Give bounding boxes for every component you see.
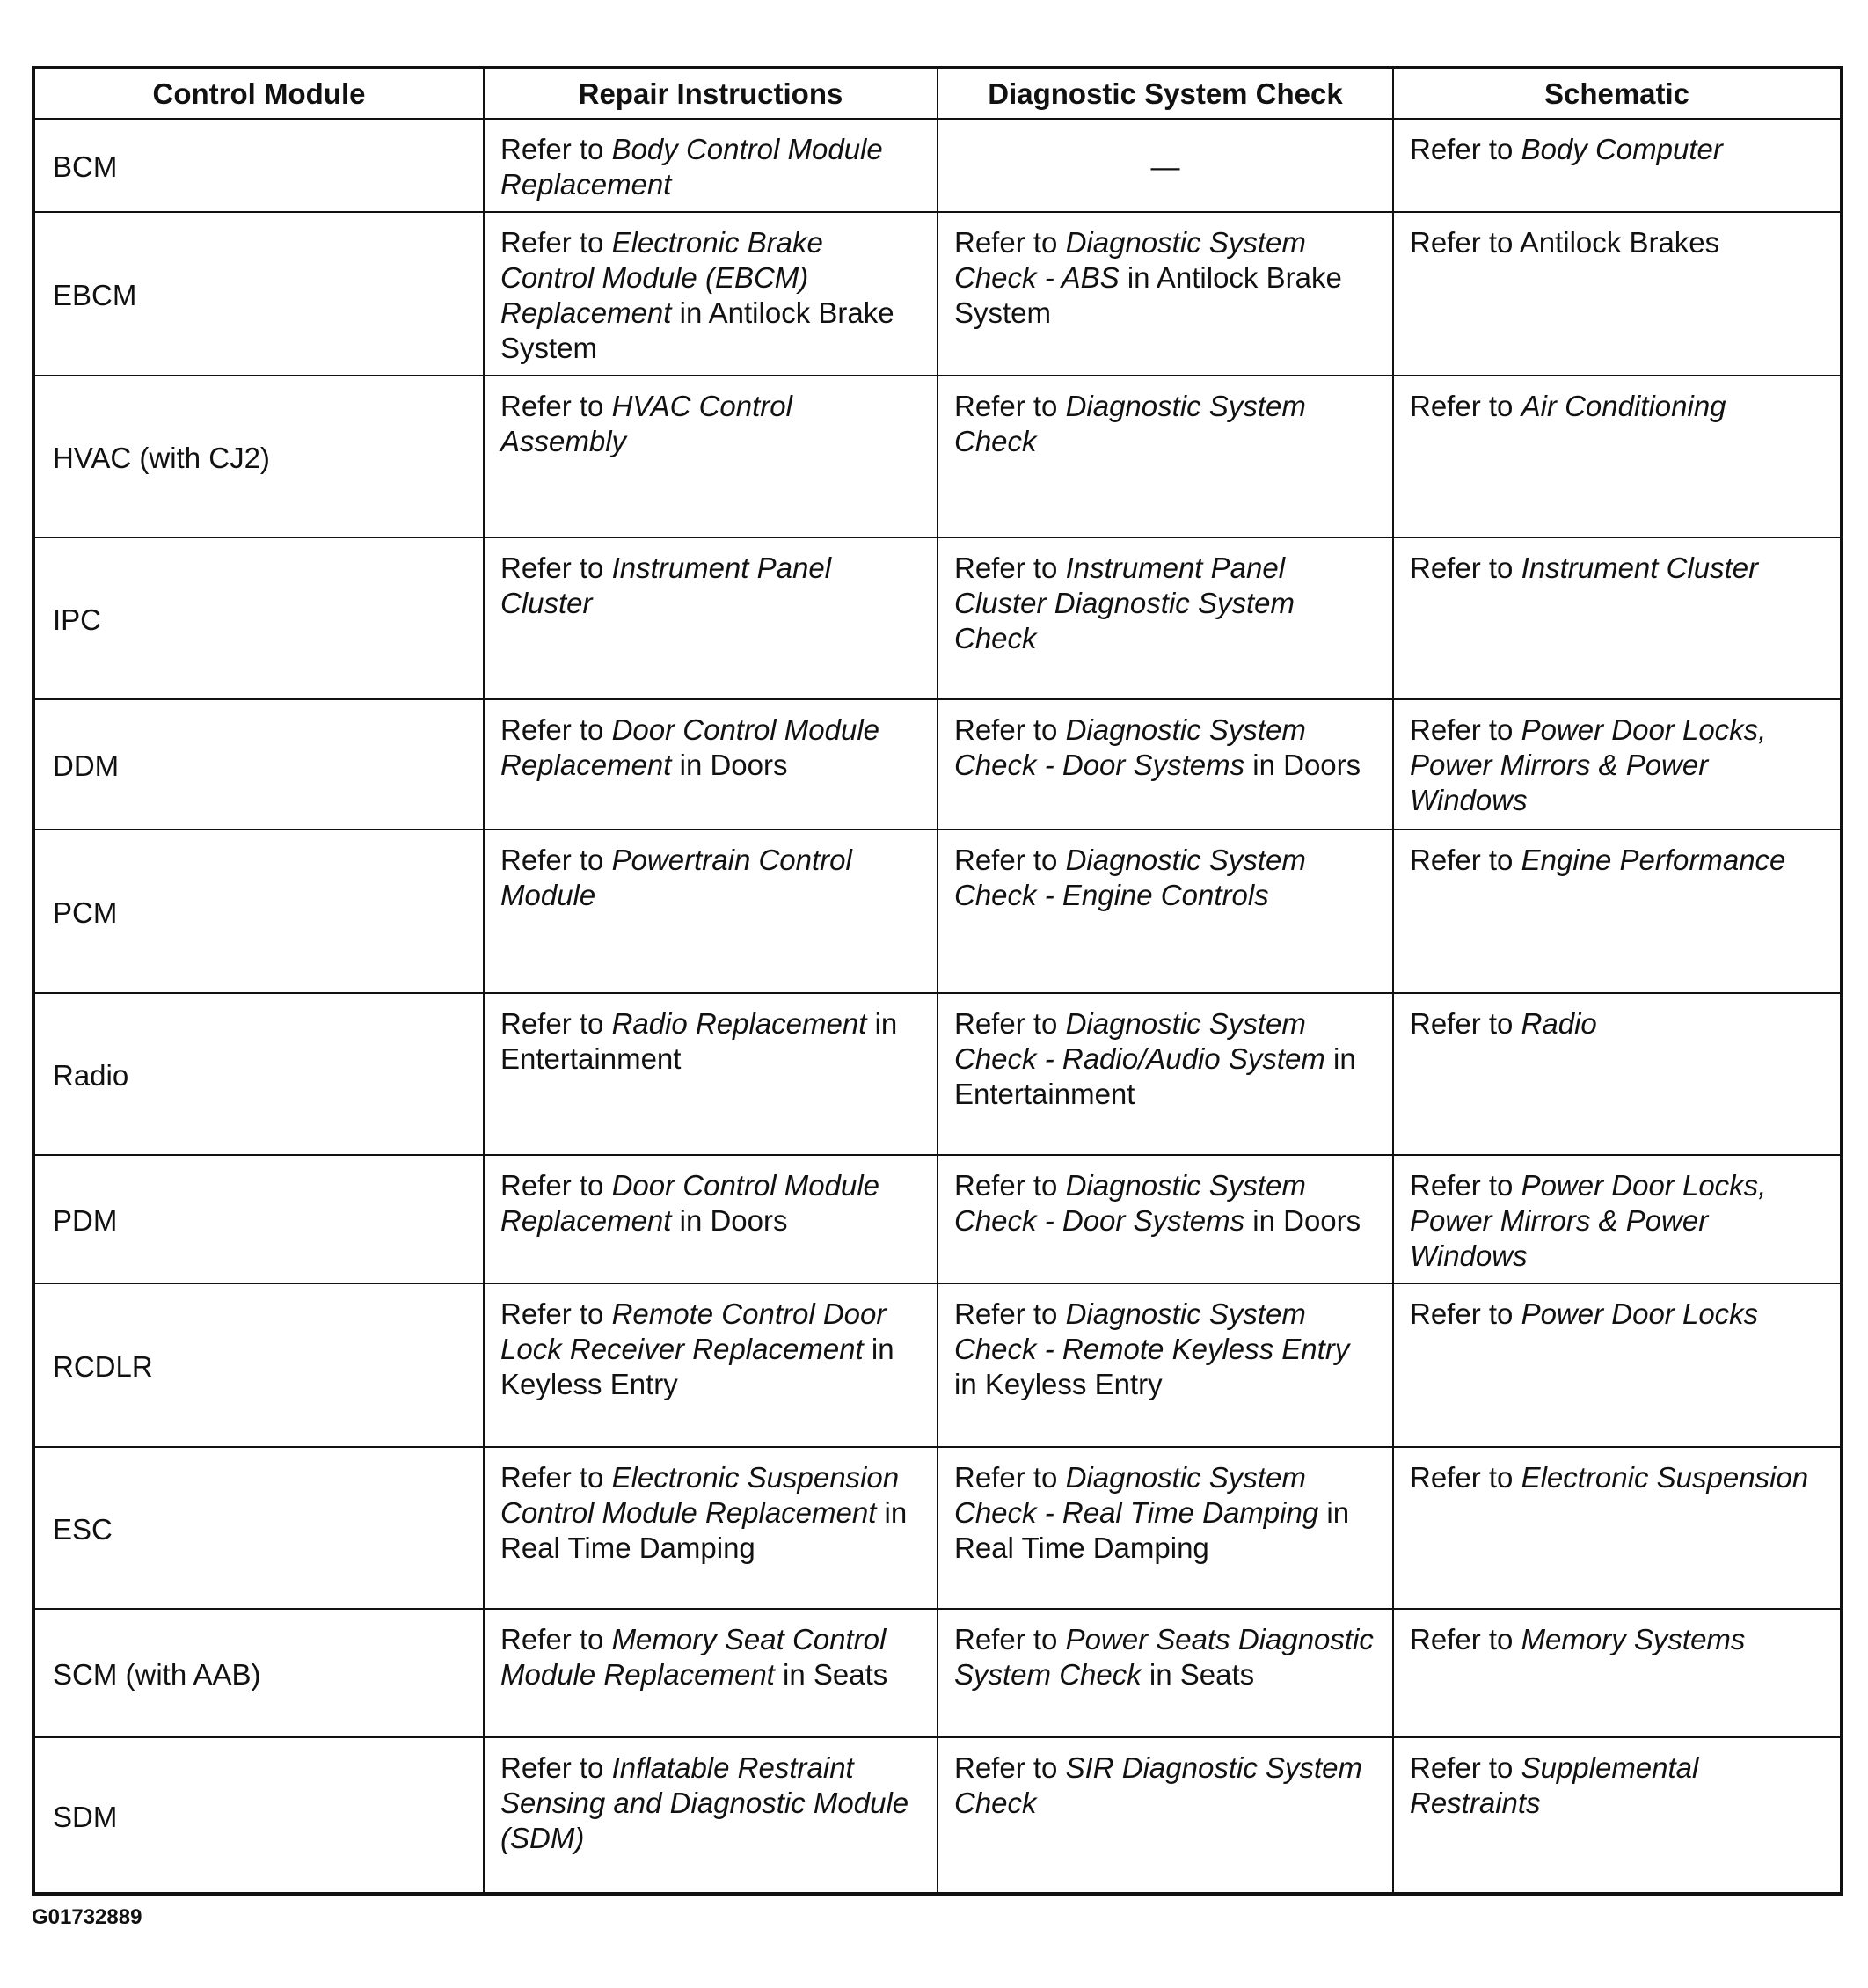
cell-diagnostic-system-check [938,1283,1393,1447]
cell-repair-instructions [484,537,938,699]
cell-repair-instructions [484,212,938,376]
reference-text: Refer to [954,1297,1066,1330]
reference-text: Refer to [954,1461,1066,1494]
reference-text: Refer to [1410,1623,1521,1655]
reference-text: Refer to [500,1751,612,1784]
reference-title: Instrument Cluster [1521,552,1759,584]
reference-title: Diagnostic System Check - Door Systems [954,1169,1306,1237]
reference-title: Body Computer [1521,133,1723,165]
table-row [33,699,1842,830]
header-row [33,68,1842,119]
table-row [33,1609,1842,1737]
cell-schematic [1393,212,1842,376]
reference-title: Door Control Module Replacement [500,713,880,781]
header-diagnostic-system-check: Diagnostic System Check [938,68,1393,119]
reference-text: Refer to [500,1169,612,1202]
reference-title: Power Door Locks [1521,1297,1759,1330]
cell-diagnostic-system-check [938,993,1393,1155]
reference-text: Refer to [500,1623,612,1655]
cell-diagnostic-system-check [938,537,1393,699]
reference-text: Refer to [1410,133,1521,165]
reference-title: Power Seats Diagnostic System Check [954,1623,1374,1691]
reference-text: Refer to [954,1007,1066,1040]
table-row [33,1737,1842,1894]
cell-repair-instructions [484,1283,938,1447]
cell-diagnostic-system-check [938,1447,1393,1609]
reference-text: in Keyless Entry [954,1368,1163,1400]
table-row [33,376,1842,537]
reference-title: Memory Seat Control Module Replacement [500,1623,887,1691]
reference-text: Refer to [1410,552,1521,584]
cell-repair-instructions [484,993,938,1155]
cell-repair-instructions [484,376,938,537]
reference-title: Memory Systems [1521,1623,1746,1655]
reference-title: Engine Performance [1521,844,1786,876]
reference-text: in Doors [1244,1204,1361,1237]
cell-diagnostic-system-check [938,212,1393,376]
reference-text: in Antilock Brake System [500,296,894,364]
reference-title: Power Door Locks, Power Mirrors & Power Windows [1410,1169,1767,1272]
reference-text: Refer to [500,390,612,422]
reference-title: Remote Control Door Lock Receiver Replacement [500,1297,887,1365]
reference-text: Refer to [1410,1297,1521,1330]
reference-text: Refer to [1410,1461,1521,1494]
reference-text: Refer to [500,1461,612,1494]
reference-text: Refer to [954,713,1066,746]
cell-schematic [1393,830,1842,993]
table-row [33,1283,1842,1447]
cell-diagnostic-system-check [938,1155,1393,1283]
reference-text: Refer to [954,552,1066,584]
table-row [33,1155,1842,1283]
reference-text: Refer to [954,226,1066,259]
cell-diagnostic-system-check [938,830,1393,993]
table-row [33,537,1842,699]
table-body [33,119,1842,1894]
reference-title: Radio [1521,1007,1597,1040]
reference-title: Inflatable Restraint Sensing and Diagnostic Module (SDM) [500,1751,909,1854]
cell-schematic [1393,537,1842,699]
reference-title: Instrument Panel Cluster [500,552,832,619]
cell-control-module: RCDLR [33,1283,484,1447]
cell-control-module: SCM (with AAB) [33,1609,484,1737]
cell-schematic [1393,1447,1842,1609]
header-repair-instructions: Repair Instructions [484,68,938,119]
reference-text: in Seats [1141,1658,1255,1691]
cell-control-module: ESC [33,1447,484,1609]
reference-text: Refer to [500,1007,612,1040]
cell-diagnostic-system-check [938,1737,1393,1894]
reference-text: Refer to [500,133,612,165]
cell-repair-instructions [484,1155,938,1283]
cell-control-module: PDM [33,1155,484,1283]
reference-text: in Doors [671,749,788,781]
cell-schematic [1393,1609,1842,1737]
reference-title: Supplemental Restraints [1410,1751,1699,1819]
reference-title: Diagnostic System Check - Radio/Audio System [954,1007,1325,1075]
cell-repair-instructions [484,1447,938,1609]
reference-text: Refer to [954,1751,1066,1784]
cell-schematic [1393,993,1842,1155]
cell-schematic [1393,119,1842,212]
reference-text: in Real Time Damping [954,1496,1350,1564]
reference-title: Body Control Module Replacement [500,133,883,201]
header-schematic: Schematic [1393,68,1842,119]
reference-text: Refer to [500,552,612,584]
reference-text: Refer to [1410,1751,1521,1784]
reference-text: Refer to [954,390,1066,422]
reference-title: Electronic Suspension [1521,1461,1809,1494]
cell-control-module: Radio [33,993,484,1155]
reference-text: in Real Time Damping [500,1496,908,1564]
cell-schematic [1393,1737,1842,1894]
cell-diagnostic-system-check [938,119,1393,212]
reference-text: in Seats [774,1658,888,1691]
cell-control-module: IPC [33,537,484,699]
reference-text: Refer to Antilock Brakes [1410,226,1720,259]
control-module-table [32,66,1843,1896]
reference-text: Refer to [1410,390,1521,422]
cell-repair-instructions [484,699,938,830]
reference-text: in Antilock Brake System [954,261,1342,329]
cell-repair-instructions [484,119,938,212]
cell-diagnostic-system-check [938,699,1393,830]
reference-text: Refer to [1410,1169,1521,1202]
table-row [33,830,1842,993]
reference-title: Air Conditioning [1521,390,1726,422]
reference-title: Electronic Brake Control Module (EBCM) Replacement [500,226,823,329]
reference-title: Powertrain Control Module [500,844,852,911]
reference-title: Diagnostic System Check - ABS [954,226,1306,294]
cell-control-module: PCM [33,830,484,993]
cell-diagnostic-system-check [938,376,1393,537]
reference-title: Diagnostic System Check - Door Systems [954,713,1306,781]
reference-title: Diagnostic System Check - Remote Keyless Entry [954,1297,1350,1365]
header-control-module: Control Module [33,68,484,119]
cell-diagnostic-system-check [938,1609,1393,1737]
table-row [33,993,1842,1155]
cell-control-module: HVAC (with CJ2) [33,376,484,537]
reference-title: SIR Diagnostic System Check [954,1751,1363,1819]
cell-control-module: EBCM [33,212,484,376]
reference-text: Refer to [954,1169,1066,1202]
reference-text: in Keyless Entry [500,1333,894,1400]
table-row [33,212,1842,376]
cell-control-module: DDM [33,699,484,830]
reference-text: — [1150,150,1180,183]
cell-schematic [1393,376,1842,537]
table-row [33,1447,1842,1609]
cell-control-module: BCM [33,119,484,212]
reference-text: Refer to [954,1623,1066,1655]
reference-text: Refer to [500,844,612,876]
cell-schematic [1393,1283,1842,1447]
reference-text: Refer to [500,713,612,746]
cell-repair-instructions [484,830,938,993]
reference-text: Refer to [1410,1007,1521,1040]
reference-title: HVAC Control Assembly [500,390,792,457]
reference-title: Diagnostic System Check [954,390,1306,457]
reference-title: Electronic Suspension Control Module Replacement [500,1461,900,1529]
reference-title: Diagnostic System Check - Engine Controls [954,844,1306,911]
reference-text: Refer to [1410,844,1521,876]
reference-title: Power Door Locks, Power Mirrors & Power Windows [1410,713,1767,816]
reference-text: in Doors [671,1204,788,1237]
cell-control-module: SDM [33,1737,484,1894]
reference-title: Diagnostic System Check - Real Time Damping [954,1461,1319,1529]
reference-text: in Entertainment [500,1007,898,1075]
reference-text: Refer to [500,226,612,259]
cell-repair-instructions [484,1737,938,1894]
reference-title: Instrument Panel Cluster Diagnostic System Check [954,552,1295,654]
cell-schematic [1393,699,1842,830]
reference-text: Refer to [1410,713,1521,746]
reference-text: in Entertainment [954,1042,1356,1110]
cell-schematic [1393,1155,1842,1283]
reference-text: in Doors [1244,749,1361,781]
table-row [33,119,1842,212]
reference-title: Radio Replacement [611,1007,867,1040]
cell-repair-instructions [484,1609,938,1737]
figure-id: G01732889 [32,1905,142,1929]
reference-title: Door Control Module Replacement [500,1169,880,1237]
reference-text: Refer to [500,1297,612,1330]
reference-text: Refer to [954,844,1066,876]
